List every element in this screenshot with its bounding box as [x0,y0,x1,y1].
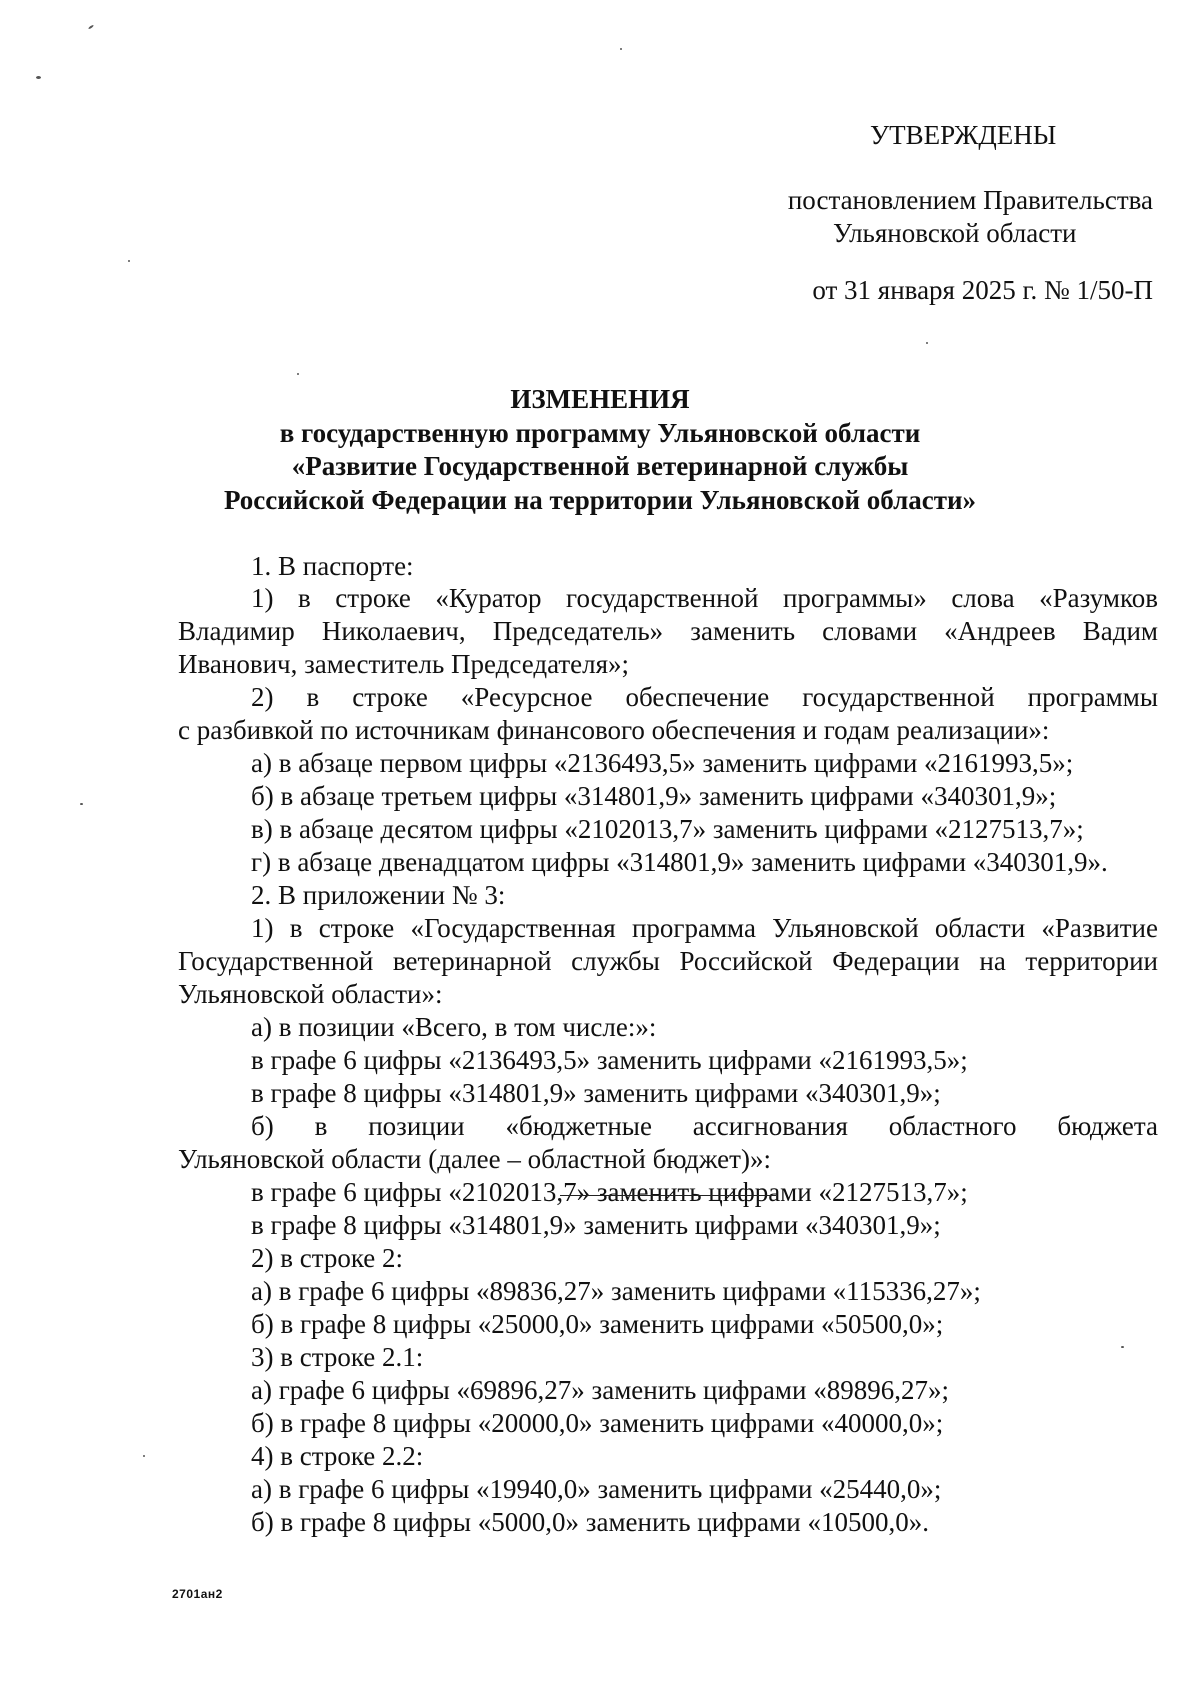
scan-mark [297,373,299,375]
scan-mark [1121,1346,1124,1348]
body-line: с разбивкой по источникам финансового обеспечения и годам реализации»: [178,715,1050,745]
title-line-3: Российской Федерации на территории Ульяновской области» [223,485,977,515]
body-line: 2. В приложении № 3: [251,880,506,910]
body-line: Ульяновской области»: [178,979,443,1009]
body-line: 1) в строке «Куратор государственной программы» слова «Разумков [251,583,1158,613]
body-line: 4) в строке 2.2: [251,1441,424,1471]
scan-mark [926,342,928,344]
title-line-1: в государственную программу Ульяновской области [279,418,921,448]
body-line: а) в позиции «Всего, в том числе:»: [251,1012,657,1042]
body-line: Государственной ветеринарной службы Российской Федерации на территории [178,946,1158,976]
title-line-2: «Развитие Государственной ветеринарной службы [291,451,909,481]
closing-rule [560,1195,776,1196]
scan-mark [80,803,83,805]
footer-code: 2701ан2 [172,1587,223,1601]
body-line: 1) в строке «Государственная программа Ульяновской области «Развитие [251,913,1158,943]
body-line: 2) в строке 2: [251,1243,404,1273]
approval-line-2: Ульяновской области [833,218,1077,248]
scan-mark [88,24,94,29]
scan-mark [128,260,130,262]
body-line: Иванович, заместитель Председателя»; [178,649,630,679]
body-line: б) в позиции «бюджетные ассигнования областного бюджета [251,1111,1158,1141]
body-line: а) в абзаце первом цифры «2136493,5» заменить цифрами «2161993,5»; [251,748,1074,778]
document-title: ИЗМЕНЕНИЯ [510,384,690,414]
body-line: в графе 8 цифры «314801,9» заменить цифрами «340301,9»; [251,1210,941,1240]
scan-mark [620,48,622,50]
body-line: в графе 6 цифры «2102013,7» заменить цифрами «2127513,7»; [251,1177,968,1207]
approval-heading: УТВЕРЖДЕНЫ [870,120,1057,150]
body-line: б) в абзаце третьем цифры «314801,9» заменить цифрами «340301,9»; [251,781,1057,811]
scan-mark [36,76,41,79]
body-line: Владимир Николаевич, Председатель» заменить словами «Андреев Вадим [178,616,1158,646]
body-line: в графе 6 цифры «2136493,5» заменить цифрами «2161993,5»; [251,1045,968,1075]
body-line: 2) в строке «Ресурсное обеспечение государственной программы [251,682,1158,712]
body-line: б) в графе 8 цифры «20000,0» заменить цифрами «40000,0»; [251,1408,944,1438]
body-line: б) в графе 8 цифры «5000,0» заменить цифрами «10500,0». [251,1507,929,1537]
approval-date-number: от 31 января 2025 г. № 1/50-П [812,275,1153,305]
body-line: 1. В паспорте: [251,551,414,581]
approval-line-1: постановлением Правительства [787,185,1153,215]
body-line: а) в графе 6 цифры «19940,0» заменить цифрами «25440,0»; [251,1474,942,1504]
body-line: 3) в строке 2.1: [251,1342,424,1372]
body-line: г) в абзаце двенадцатом цифры «314801,9» заменить цифрами «340301,9». [251,847,1108,877]
scan-mark [143,1455,145,1457]
body-line: в) в абзаце десятом цифры «2102013,7» заменить цифрами «2127513,7»; [251,814,1084,844]
body-line: Ульяновской области (далее – областной бюджет)»: [178,1144,771,1174]
body-line: в графе 8 цифры «314801,9» заменить цифрами «340301,9»; [251,1078,941,1108]
body-line: б) в графе 8 цифры «25000,0» заменить цифрами «50500,0»; [251,1309,944,1339]
body-line: а) графе 6 цифры «69896,27» заменить цифрами «89896,27»; [251,1375,949,1405]
body-line: а) в графе 6 цифры «89836,27» заменить цифрами «115336,27»; [251,1276,981,1306]
